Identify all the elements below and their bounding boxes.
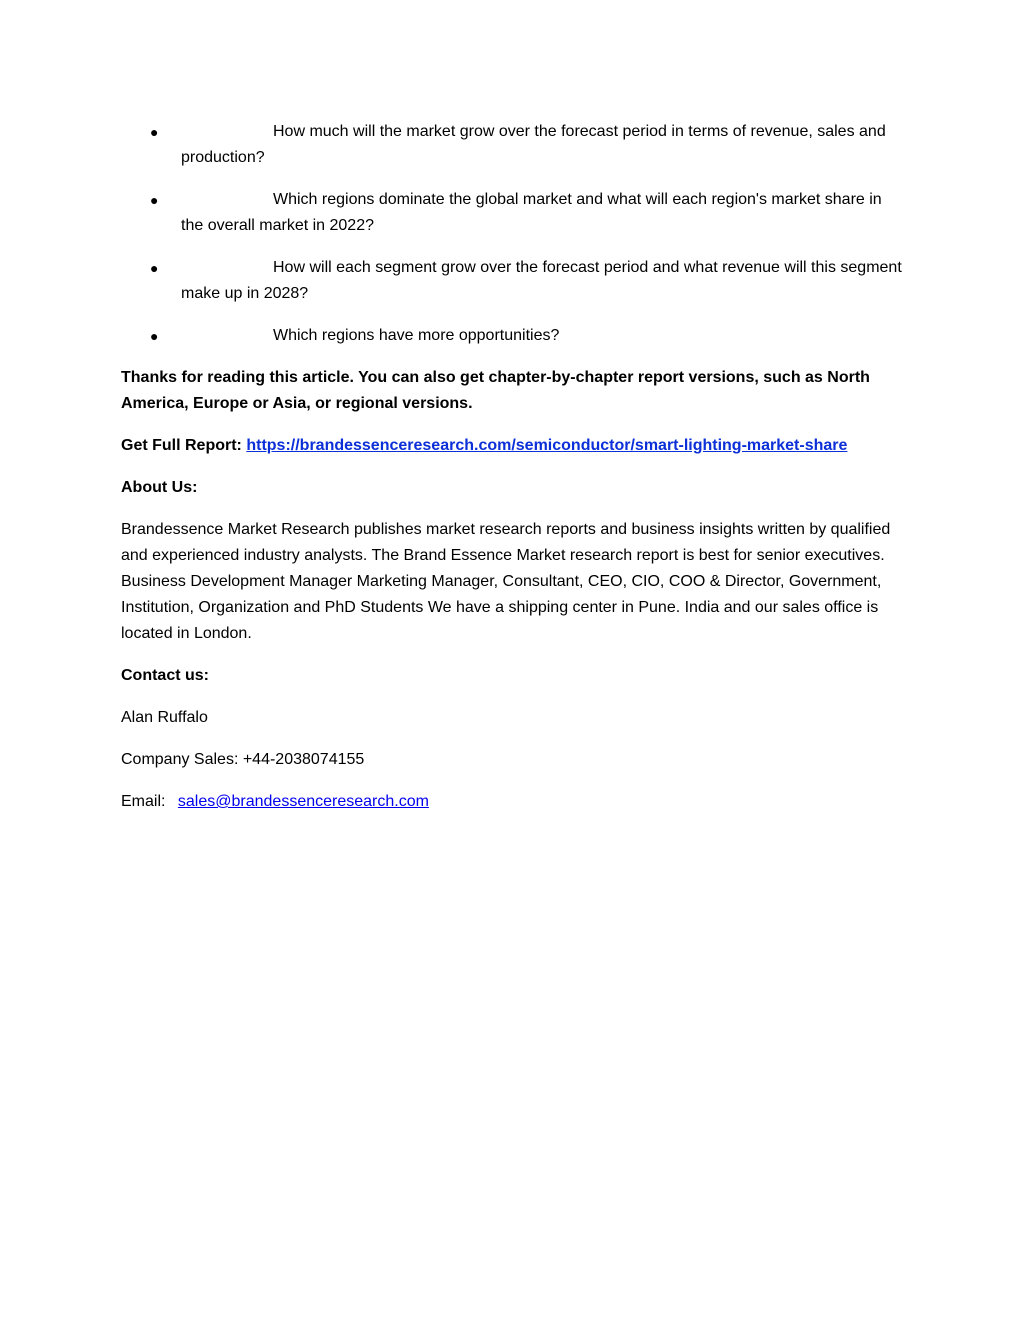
about-heading: About Us:: [121, 479, 198, 496]
contact-name: Alan Ruffalo: [121, 709, 208, 726]
question-text: Which regions have more opportunities?: [273, 327, 560, 344]
email-link[interactable]: sales@brandessenceresearch.com: [177, 793, 429, 810]
document-page: [121, 119, 906, 831]
bullet-icon: ●: [150, 260, 159, 276]
list-item: [121, 187, 906, 239]
list-item: [121, 255, 906, 307]
question-list: [121, 119, 906, 349]
full-report-label: Get Full Report:: [121, 437, 242, 454]
question-text: Which regions dominate the global market and what will each region's market share in the overall market in 2022?: [181, 191, 882, 234]
question-text: How will each segment grow over the forecast period and what revenue will this segment make up in 2028?: [181, 259, 902, 302]
contact-phone: Company Sales: +44-2038074155: [121, 751, 365, 768]
contact-heading: Contact us:: [121, 667, 209, 684]
contact-email-line: [121, 789, 906, 815]
bullet-icon: ●: [150, 192, 159, 208]
full-report-line: [121, 433, 906, 459]
question-text: How much will the market grow over the forecast period in terms of revenue, sales and production?: [181, 123, 886, 166]
email-label: Email:: [121, 793, 166, 810]
list-item: [121, 323, 906, 349]
bullet-icon: ●: [150, 328, 159, 344]
bullet-icon: ●: [150, 124, 159, 140]
list-item: [121, 119, 906, 171]
full-report-link[interactable]: https://brandessenceresearch.com/semiconductor/smart-lighting-market-share: [246, 437, 848, 454]
about-body: Brandessence Market Research publishes market research reports and business insights written by qualified and experienced industry analysts. The Brand Essence Market research report is best for senior executives. Business Development Manager Marketing Manager, Consultant, CEO, CIO, COO & Director, Government, Institution, Organization and PhD Students We have a shipping center in Pune. India and our sales office is located in London.: [121, 521, 891, 642]
thanks-paragraph: Thanks for reading this article. You can also get chapter-by-chapter report versions, such as North America, Europe or Asia, or regional versions.: [121, 369, 870, 412]
